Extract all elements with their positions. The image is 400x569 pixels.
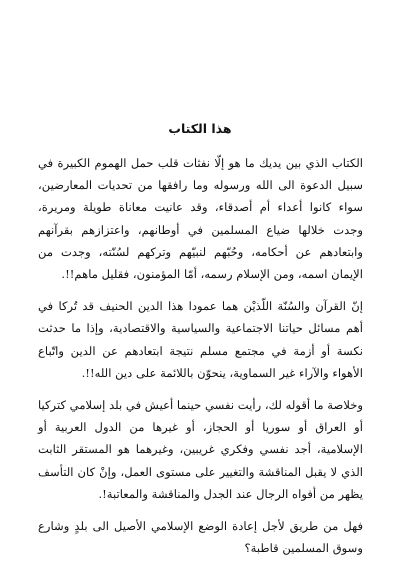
paragraph-1: الكتاب الذي بين يديك ما هو إلّا نفثات قلب حمل الهموم الكبيرة في سبيل الدعوة الى الله ورسوله وما رافقها من تحديات المعارضين، سواء كانوا أعداء أم أصدقاء، وقد عانيت معاناة طويلة ومريرة، وجدت خلالها ضياع المسلمين في أوطانهم، واعتزازهم بقرآنهم وابتعادهم عن أحكامه، وحُبّهم لنبيّهم وتركهم لسُنّته، وجدت من الإيمان اسمه، ومن الإسلام رسمه، أمّا المؤمنون، فقليل ماهم!!.: [38, 156, 363, 282]
paragraph-2: إنّ القرآن والسُنّة اللّذيْن هما عمودا هذا الدين الحنيف قد تُركا في أهم مسائل حياتنا الاجتماعية والسياسية والاقتصادية، وإذا ما حدثت نكسة أو أزمة في مجتمع مسلم نتيجة ابتعادهم عن الدين واتّباع الأهواء والآراء غير السماوية، ينحوّن باللائمة على دين الله!!.: [38, 299, 363, 380]
paragraph-4: فهل من طريق لأجل إعادة الوضع الإسلامي الأصيل الى بلدٍ وشارع وسوق المسلمين قاطبة؟: [38, 519, 363, 556]
paragraph-3: وخلاصة ما أقوله لك، رأيت نفسي حينما أعيش في بلد إسلامي كتركيا أو العراق أو سوريا أو الحجاز، أو غيرها من الدول العربية أو الإسلامية، أجد نفسي وفكري غريبين، وغيرهما هو المستقر الثابت الذي لا يقبل المناقشة والتغيير على مستوى العمل، وإنْ كان التأسف يظهر من أفواه الرجال عند الجدل والمناقشة والمعاتبة!.: [38, 398, 363, 501]
page-body: [38, 152, 363, 569]
page-title: هذا الكتاب: [168, 121, 232, 136]
